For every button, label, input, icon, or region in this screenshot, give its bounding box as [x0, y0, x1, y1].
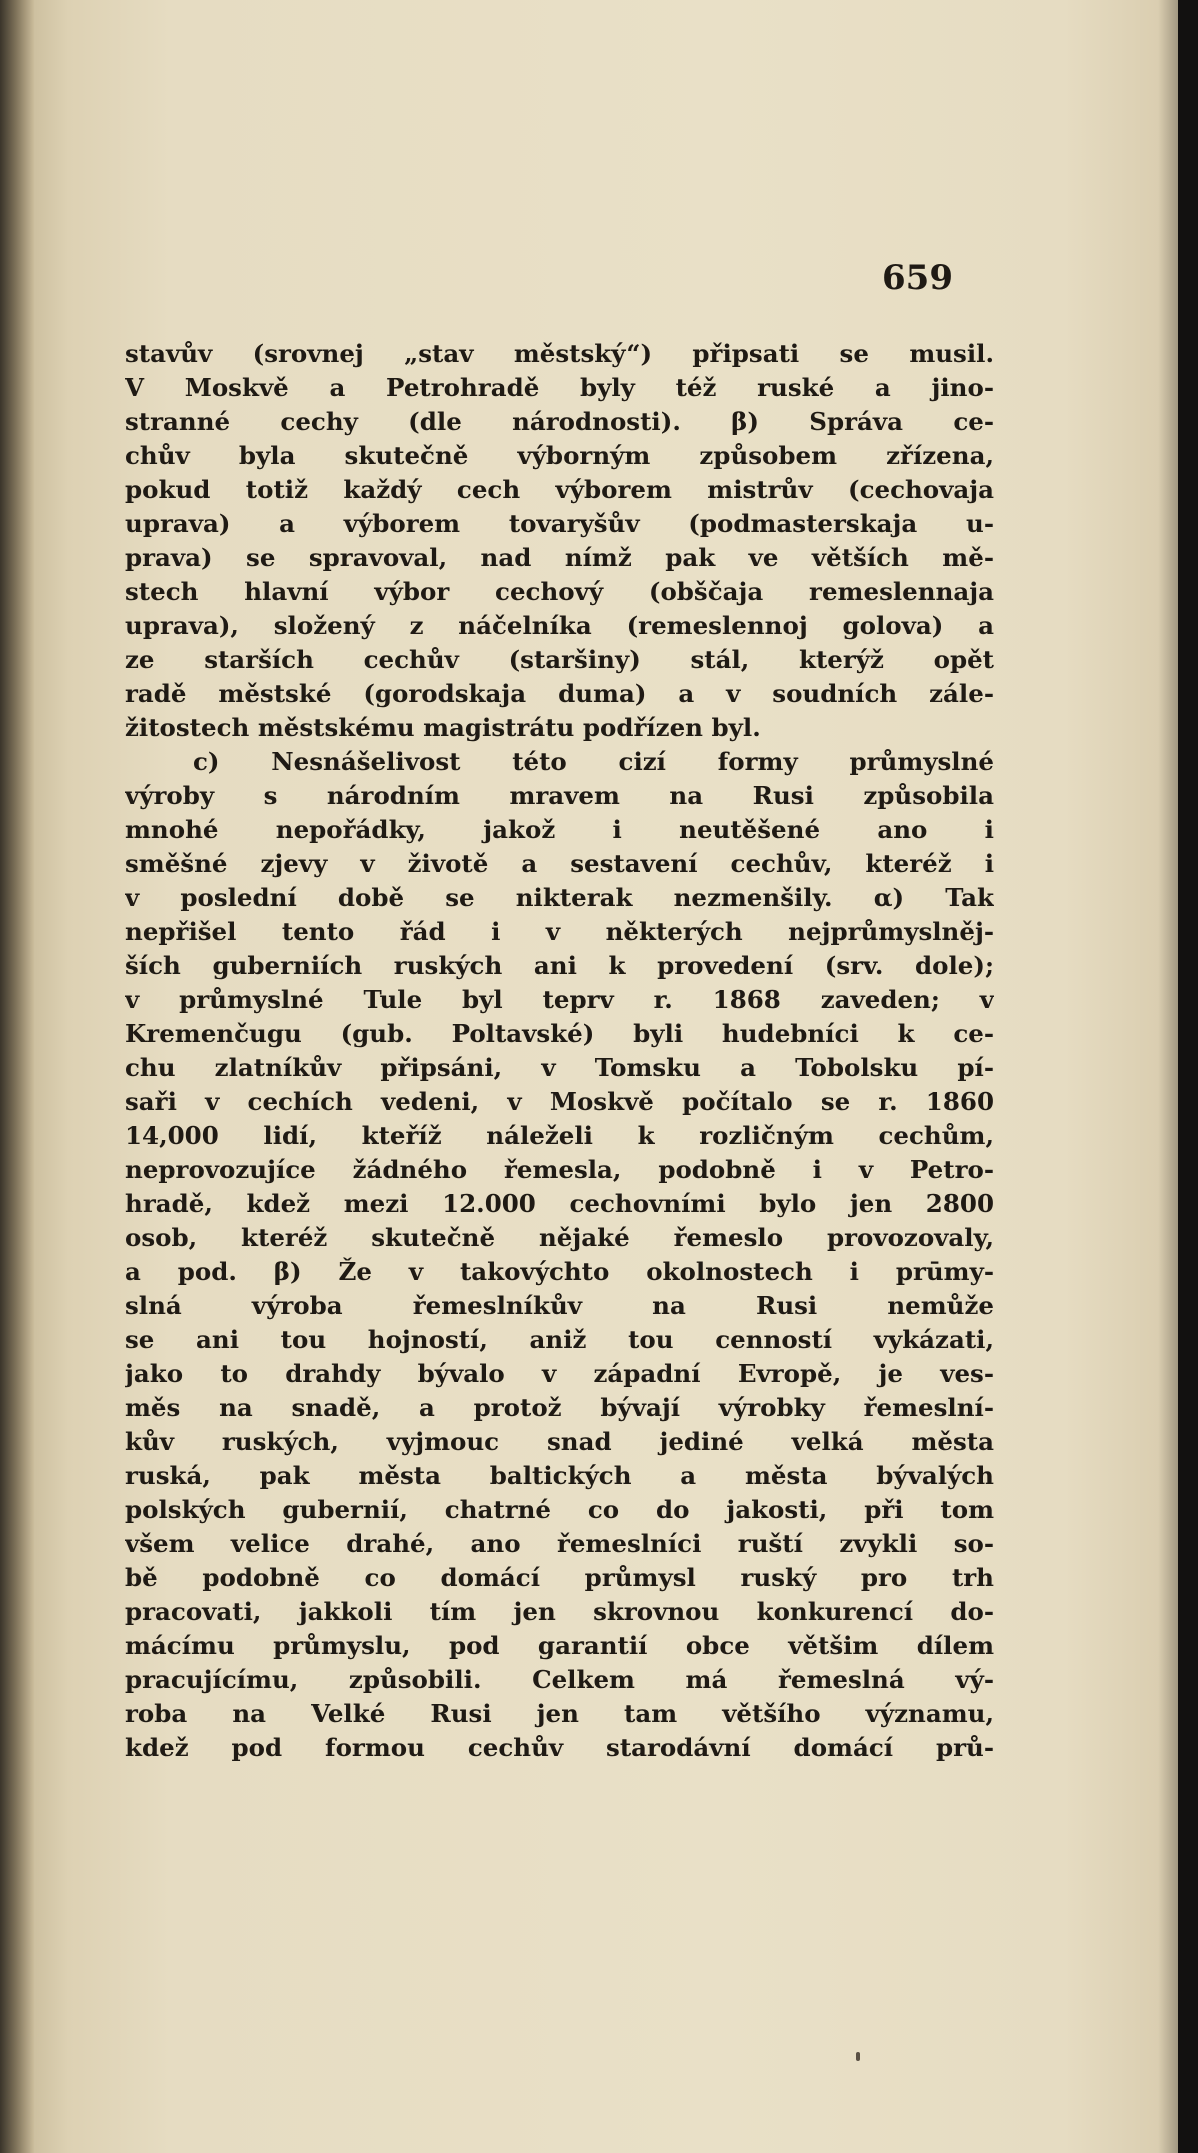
text-line: mácímu průmyslu, pod garantií obce většim dílem	[125, 1631, 994, 1660]
text-line: Kremenčugu (gub. Poltavské) byli hudebníci k ce-	[125, 1019, 994, 1048]
text-line: se ani tou hojností, aniž tou cenností vykázati,	[125, 1325, 994, 1354]
text-line: nepřišel tento řád i v některých nejprůmyslněj-	[125, 917, 994, 946]
text-line: saři v cechích vedeni, v Moskvě počítalo se r. 1860	[125, 1087, 994, 1116]
text-line: ruská, pak města baltických a města bývalých	[125, 1461, 994, 1490]
text-line: pracujícímu, způsobili. Celkem má řemeslná vý-	[125, 1665, 994, 1694]
text-line: jako to drahdy bývalo v západní Evropě, je ves-	[125, 1359, 994, 1388]
text-line: neprovozujíce žádného řemesla, podobně i v Petro-	[125, 1155, 994, 1184]
text-line: měs na snadě, a protož bývají výrobky řemeslní-	[125, 1393, 994, 1422]
text-line: uprava), složený z náčelníka (remeslennoj golova) a	[125, 611, 994, 640]
text-line: slná výroba řemeslníkův na Rusi nemůže	[125, 1291, 994, 1320]
text-line: výroby s národním mravem na Rusi způsobila	[125, 781, 994, 810]
text-line: a pod. β) Že v takovýchto okolnostech i prūmy-	[125, 1257, 994, 1286]
text-line: směšné zjevy v životě a sestavení cechův, kteréž i	[125, 849, 994, 878]
book-page	[34, 0, 1178, 2153]
text-line: bě podobně co domácí průmysl ruský pro trh	[125, 1563, 994, 1592]
text-line: V Moskvě a Petrohradě byly též ruské a jino-	[125, 373, 994, 402]
text-line: ších guberniích ruských ani k provedení (srv. dole);	[125, 951, 994, 980]
text-line: stranné cechy (dle národnosti). β) Správa ce-	[125, 407, 994, 436]
text-line: osob, kteréž skutečně nějaké řemeslo provozovaly,	[125, 1223, 994, 1252]
text-line: žitostech městskému magistrátu podřízen byl.	[125, 713, 761, 742]
text-line: všem velice drahé, ano řemeslníci ruští zvykli so-	[125, 1529, 994, 1558]
text-line: polských gubernií, chatrné co do jakosti, při tom	[125, 1495, 994, 1524]
text-line: mnohé nepořádky, jakož i neutěšené ano i	[125, 815, 994, 844]
paragraph-start-line: c) Nesnášelivost této cizí formy průmyslné	[193, 747, 994, 776]
text-line: hradě, kdež mezi 12.000 cechovními bylo jen 2800	[125, 1189, 994, 1218]
text-line: stavův (srovnej „stav městský“) připsati se musil.	[125, 339, 994, 368]
text-line: roba na Velké Rusi jen tam většího významu,	[125, 1699, 994, 1728]
text-line: ze starších cechův (staršiny) stál, kterýž opět	[125, 645, 994, 674]
text-line: kdež pod formou cechův starodávní domácí prů-	[125, 1733, 994, 1762]
book-spine	[0, 0, 34, 2153]
body-text	[125, 337, 994, 1765]
text-line: kův ruských, vyjmouc snad jediné velká města	[125, 1427, 994, 1456]
page-number: 659	[882, 258, 953, 298]
ink-speck	[856, 2052, 860, 2061]
text-line: pracovati, jakkoli tím jen skrovnou konkurencí do-	[125, 1597, 994, 1626]
text-line: prava) se spravoval, nad nímž pak ve větších mě-	[125, 543, 994, 572]
page-edge-shadow	[1158, 0, 1178, 2153]
text-line: stech hlavní výbor cechový (obščaja remeslennaja	[125, 577, 994, 606]
text-line: v poslední době se nikterak nezmenšily. α) Tak	[125, 883, 994, 912]
text-line: chu zlatníkův připsáni, v Tomsku a Tobolsku pí-	[125, 1053, 994, 1082]
text-line: pokud totiž každý cech výborem mistrův (cechovaja	[125, 475, 994, 504]
text-line: chův byla skutečně výborným způsobem zřízena,	[125, 441, 994, 470]
text-line: radě městské (gorodskaja duma) a v soudních zále-	[125, 679, 994, 708]
text-line: uprava) a výborem tovaryšův (podmasterskaja u-	[125, 509, 994, 538]
text-line: v průmyslné Tule byl teprv r. 1868 zaveden; v	[125, 985, 994, 1014]
text-line: 14,000 lidí, kteříž náleželi k rozličným cechům,	[125, 1121, 994, 1150]
